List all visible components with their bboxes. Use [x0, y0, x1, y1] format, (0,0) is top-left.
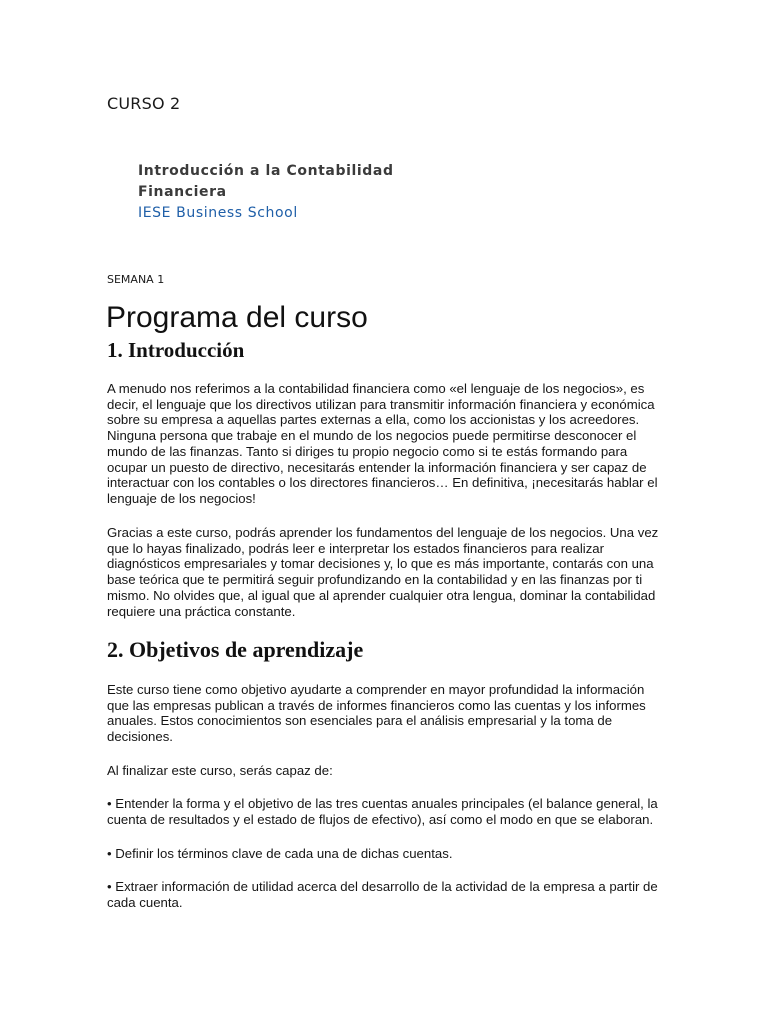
page-title: Programa del curso — [106, 301, 368, 334]
intro-paragraph-1: A menudo nos referimos a la contabilidad financiera como «el lenguaje de los negocios», es decir, el lenguaje que los directivos utilizan para transmitir información financiera y económica sobre su empresa a aquellas partes externas a ella, como los accionistas y los acreedores. Ninguna persona que trabaje en el mundo de los negocios puede permitirse desconocer el mundo de las finanzas. Tanto si diriges tu propio negocio como si te estás formando para ocupar un puesto de directivo, necesitarás entender la información financiera y ser capaz de interactuar con los contables o los directores financieros… En definitiva, ¡necesitarás hablar el lenguaje de los negocios! — [107, 381, 658, 506]
course-number: CURSO 2 — [107, 94, 181, 113]
objective-bullet-3: • Extraer información de utilidad acerca del desarrollo de la actividad de la empresa a partir de cada cuenta. — [107, 879, 658, 910]
objective-bullet-2: • Definir los términos clave de cada una de dichas cuentas. — [107, 846, 453, 861]
week-label: SEMANA 1 — [107, 273, 165, 286]
objective-bullet-1: • Entender la forma y el objetivo de las tres cuentas anuales principales (el balance general, la cuenta de resultados y el estado de flujos de efectivo), así como el modo en que se elaboran. — [107, 796, 658, 827]
objectives-lead-in: Al finalizar este curso, serás capaz de: — [107, 763, 333, 778]
objectives-paragraph: Este curso tiene como objetivo ayudarte a comprender en mayor profundidad la información que las empresas publican a través de informes financieros como las cuentas y los informes anuales. Estos conocimientos son esenciales para el análisis empresarial y la toma de decisiones. — [107, 682, 646, 745]
course-title-line-2: Financiera — [138, 184, 227, 200]
institution-name: IESE Business School — [138, 205, 298, 221]
intro-paragraph-2: Gracias a este curso, podrás aprender los fundamentos del lenguaje de los negocios. Una vez que lo hayas finalizado, podrás leer e interpretar los estados financieros para realizar diagnósticos empresariales y tomar decisiones y, lo que es más importante, contarás con una base teórica que te permitirá seguir profundizando en la contabilidad y en las finanzas por ti mismo. No olvides que, al igual que al aprender cualquier otra lengua, dominar la contabilidad requiere una práctica constante. — [107, 525, 659, 619]
section-heading-objetivos: 2. Objetivos de aprendizaje — [107, 637, 364, 662]
course-title-card — [138, 161, 394, 224]
section-heading-introduccion: 1. Introducción — [107, 338, 245, 362]
course-title-line-1: Introducción a la Contabilidad — [138, 163, 394, 179]
